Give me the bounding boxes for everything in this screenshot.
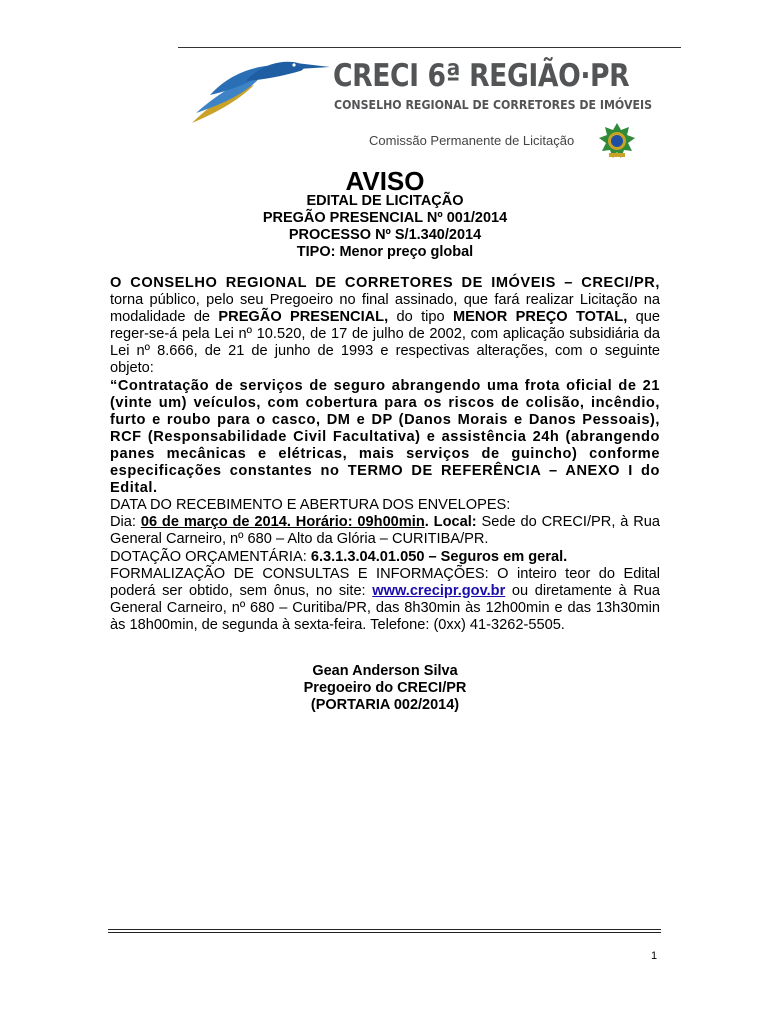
date-time: 06 de março de 2014. Horário: 09h00min (140, 514, 425, 531)
notice-body (110, 275, 660, 634)
intro-text-3: que reger-se-á pela Lei nº 10.520, de 17 de julho de 2002, com aplicação subsidiária da Lei nº 8.666, de 21 de junho de 1993 e respectivas alterações, com o seguinte objeto: (110, 309, 660, 377)
edital-heading: EDITAL DE LICITAÇÃO (306, 193, 464, 209)
footer-rule-double (108, 932, 661, 933)
page-number: 1 (651, 950, 658, 962)
type-heading: TIPO: Menor preço global (296, 244, 474, 260)
budget-value: 6.3.1.3.04.01.050 – Seguros em geral. (310, 548, 568, 565)
budget-paragraph (110, 549, 660, 566)
bid-type: MENOR PREÇO TOTAL, (453, 309, 628, 326)
day-label: Dia: (110, 514, 141, 531)
budget-label: DOTAÇÃO ORÇAMENTÁRIA: (110, 548, 311, 565)
object-paragraph (110, 378, 660, 498)
commission-label: Comissão Permanente de Licitação (369, 133, 575, 148)
intro-text-2: do tipo (388, 309, 453, 326)
organization-name: O CONSELHO REGIONAL DE CORRETORES DE IMÓVEIS – CRECI/PR, (110, 275, 660, 291)
local-address: Sede do CRECI/PR, à Rua General Carneiro, nº 680 – Alto da Glória – CURITIBA/PR. (110, 514, 660, 548)
signer-role: Pregoeiro do CRECI/PR (303, 680, 467, 696)
signer-name: Gean Anderson Silva (312, 663, 458, 679)
modality: PREGÃO PRESENCIAL, (218, 309, 389, 326)
local-label: . Local: (424, 514, 477, 531)
hummingbird-logo-icon (190, 55, 330, 125)
intro-text-1: torna público, pelo seu Pregoeiro no final assinado, que fará realizar Licitação na modalidade de (110, 292, 660, 326)
notice-title: AVISO (345, 166, 425, 196)
consult-paragraph (110, 566, 660, 634)
logo-title: CRECI 6ª REGIÃO·PR (333, 58, 630, 94)
object-text: “Contratação de serviços de seguro abrangendo uma frota oficial de 21 (vinte um) veículos, com cobertura para os riscos de colisão, incêndio, furto e roubo para o casco, DM e DP (Danos Morais e Danos Pessoais), RCF (Responsabilidade Civil Facultativa) e assistência 24h (abrangendo panes mecânicas e elétricas, mais serviços de guincho) conforme especificações constantes no TERMO DE REFERÊNCIA – ANEXO I do Edital. (110, 377, 660, 497)
receipt-heading: DATA DO RECEBIMENTO E ABERTURA DOS ENVELOPES: (110, 497, 511, 514)
process-heading: PROCESSO Nº S/1.340/2014 (288, 227, 482, 243)
brazil-coat-of-arms-icon (597, 122, 637, 162)
date-paragraph (110, 514, 660, 548)
consult-text-2: ou diretamente à Rua General Carneiro, nº 680 – Curitiba/PR, das 8h30min às 12h00min e das 13h30min às 18h00min, de segunda à sexta-feira. Telefone: (0xx) 41-3262-5505. (110, 582, 660, 633)
website-link[interactable]: www.crecipr.gov.br (372, 582, 506, 599)
header-rule (178, 47, 681, 48)
signer-ordinance: (PORTARIA 002/2014) (310, 697, 460, 713)
logo-subtitle: CONSELHO REGIONAL DE CORRETORES DE IMÓVEIS (334, 97, 653, 112)
pregao-heading: PREGÃO PRESENCIAL Nº 001/2014 (262, 210, 508, 226)
intro-paragraph (110, 275, 660, 378)
consult-text-1: FORMALIZAÇÃO DE CONSULTAS E INFORMAÇÕES: O inteiro teor do Edital poderá ser obtido, sem ônus, no site: (110, 565, 660, 599)
footer-rule (108, 929, 661, 930)
